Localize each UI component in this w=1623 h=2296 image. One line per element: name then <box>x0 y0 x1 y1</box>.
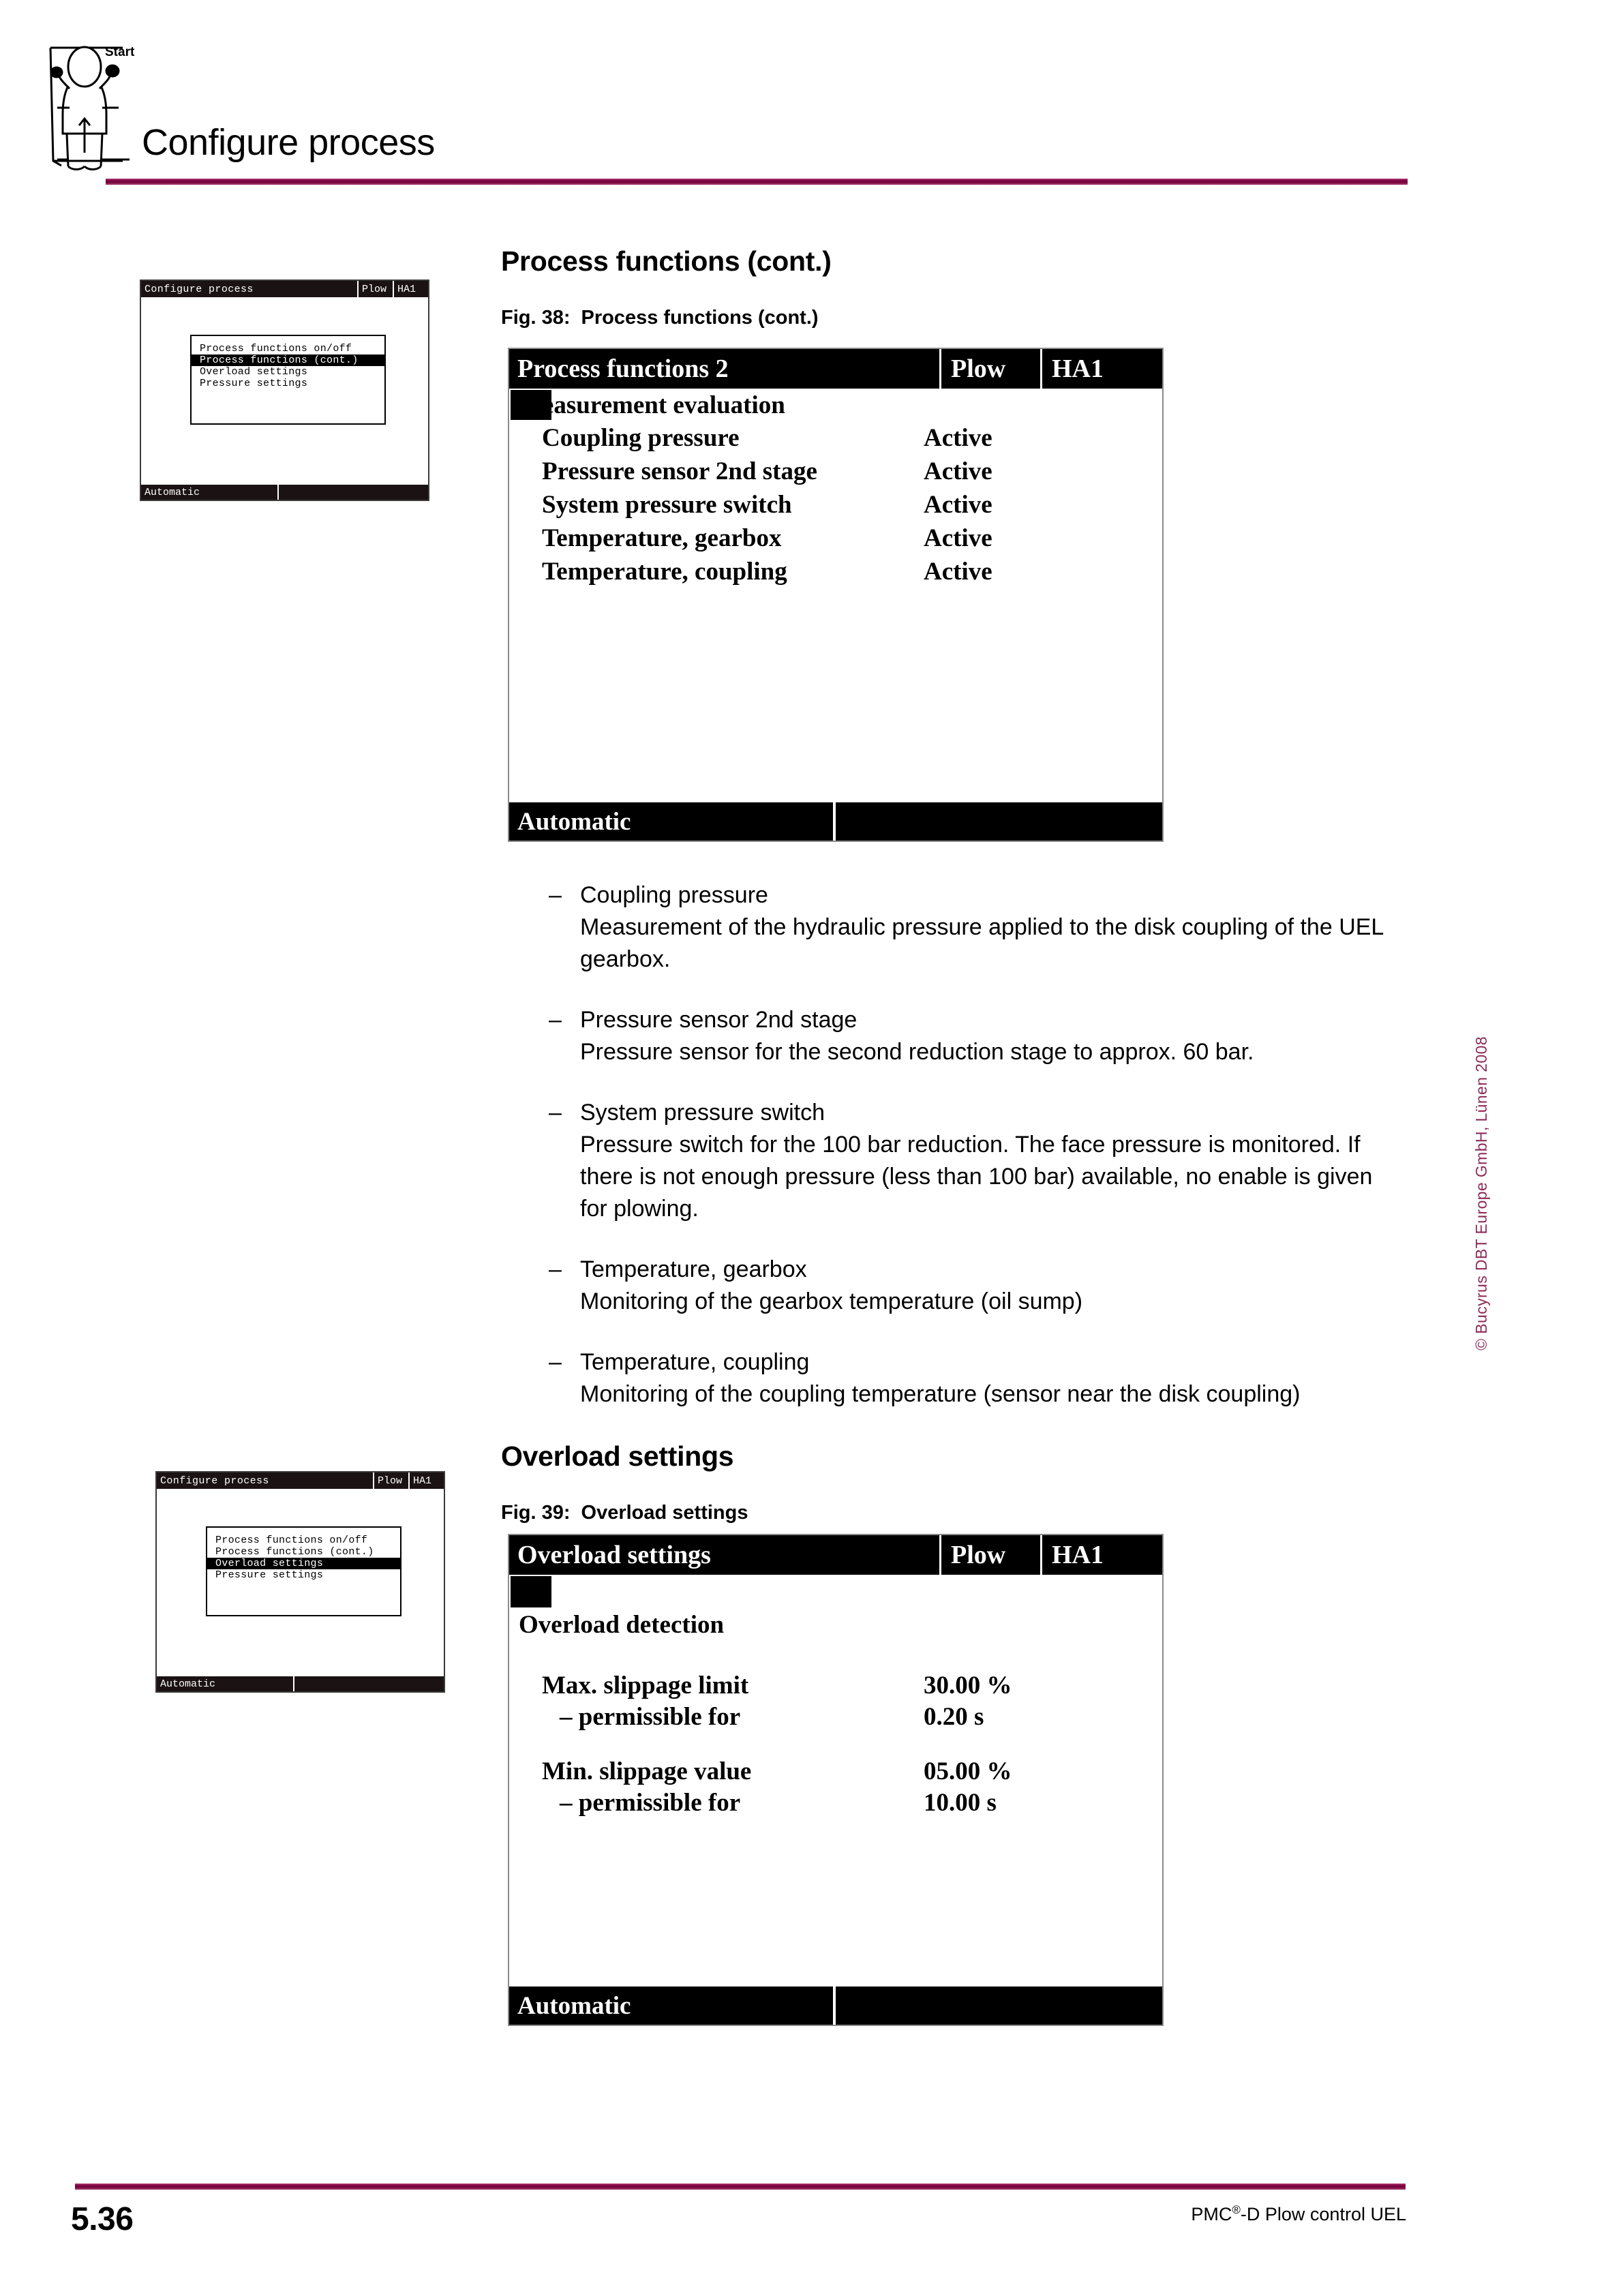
footer-divider-rule <box>75 2184 1406 2190</box>
hmi-row-value-0[interactable]: Active <box>924 424 992 452</box>
hmi-status-mode: Automatic <box>509 802 836 841</box>
thumbnail-screenshot-process-functions <box>140 280 429 501</box>
bullet-term-2: System pressure switch <box>580 1100 825 1126</box>
page-title: Configure process <box>142 122 435 163</box>
hmi-row-value-2-1[interactable]: 0.20 s <box>924 1703 984 1731</box>
footer-doc-suffix: -D Plow control UEL <box>1240 2204 1406 2224</box>
bullet-item-coupling-pressure <box>549 879 1401 976</box>
thumb-status-bar <box>141 485 428 500</box>
hmi-status-bar <box>509 802 1162 841</box>
hmi-group-title-2: Overload detection <box>519 1611 725 1639</box>
thumb-menu-item-2[interactable]: Overload settings <box>200 366 308 378</box>
figure-caption-39 <box>501 1502 748 1524</box>
hmi-row-value-1[interactable]: Active <box>924 457 992 485</box>
thumb-menu-item-0[interactable]: Process functions on/off <box>200 343 352 354</box>
bullet-desc-4: Monitoring of the coupling temperature (sensor near the disk coupling) <box>580 1381 1301 1407</box>
hmi-row-value-2-3[interactable]: 10.00 s <box>924 1789 997 1817</box>
hmi-row-label-4[interactable]: Temperature, coupling <box>542 558 787 586</box>
bullet-item-pressure-sensor-2nd-stage <box>549 1004 1401 1068</box>
hmi-row-label-2-2[interactable]: Min. slippage value <box>542 1757 752 1785</box>
hmi-row-value-3[interactable]: Active <box>924 524 992 552</box>
header-divider-rule <box>106 179 1408 185</box>
footer-doc-prefix: PMC <box>1191 2204 1232 2224</box>
hmi-status-bar-2 <box>509 1987 1162 2025</box>
section-heading-process-functions: Process functions (cont.) <box>501 245 832 277</box>
bullet-item-system-pressure-switch <box>549 1097 1401 1225</box>
bullet-dash-2: – <box>549 1100 562 1126</box>
thumb-menu-item-2-1[interactable]: Process functions (cont.) <box>215 1546 374 1558</box>
bullet-term-4: Temperature, coupling <box>580 1349 810 1375</box>
hmi-panel-mode-2: Plow <box>941 1535 1042 1575</box>
thumb-status-empty <box>279 485 428 500</box>
hmi-panel-body <box>509 389 1162 805</box>
section-heading-overload-settings: Overload settings <box>501 1440 734 1472</box>
bullet-desc-3: Monitoring of the gearbox temperature (oil sump) <box>580 1288 1083 1314</box>
hmi-panel-title: Process functions 2 <box>509 349 941 389</box>
thumb-header <box>141 281 428 297</box>
hmi-panel-mode: Plow <box>941 349 1042 389</box>
footer-document-title <box>1191 2203 1406 2225</box>
operator-at-control-panel-icon <box>42 26 155 172</box>
bullet-desc-1: Pressure sensor for the second reduction stage to approx. 60 bar. <box>580 1039 1254 1065</box>
hmi-panel-process-functions-2[interactable] <box>508 348 1164 842</box>
bullet-item-temperature-coupling <box>549 1346 1401 1410</box>
process-functions-description-list <box>549 879 1401 1439</box>
thumb-menu-list[interactable] <box>190 335 386 425</box>
thumb-header-2 <box>157 1472 444 1489</box>
thumb-title-2: Configure process <box>157 1472 374 1489</box>
thumb-mode: Plow <box>359 281 394 297</box>
hmi-row-label-2-1[interactable]: – permissible for <box>560 1703 741 1731</box>
thumb-menu-item-2-0[interactable]: Process functions on/off <box>215 1535 368 1546</box>
copyright-notice: © Bucyrus DBT Europe GmbH, Lünen 2008 <box>1472 1036 1490 1350</box>
hmi-cursor-block-2 <box>511 1576 551 1607</box>
thumb-menu-item-3[interactable]: Pressure settings <box>200 378 308 389</box>
hmi-row-label-2[interactable]: System pressure switch <box>542 491 792 519</box>
page-number: 5.36 <box>71 2201 134 2237</box>
hmi-row-label-2-0[interactable]: Max. slippage limit <box>542 1672 749 1700</box>
thumb-unit: HA1 <box>397 283 416 295</box>
page-header <box>0 0 1623 198</box>
thumb-unit-2: HA1 <box>413 1475 432 1487</box>
hmi-panel-unit: HA1 <box>1052 354 1104 383</box>
hmi-panel-body-2 <box>509 1575 1162 1989</box>
figure-text-38: Process functions (cont.) <box>581 307 819 329</box>
thumbnail-screenshot-overload-settings <box>155 1471 445 1693</box>
figure-text-39: Overload settings <box>581 1502 748 1524</box>
bullet-term-3: Temperature, gearbox <box>580 1256 807 1282</box>
bullet-item-temperature-gearbox <box>549 1254 1401 1318</box>
figure-label-38: Fig. 38: <box>501 307 571 329</box>
thumb-menu-item-2-2[interactable]: Overload settings <box>207 1558 400 1569</box>
figure-caption-38 <box>501 307 819 329</box>
hmi-row-value-2-2[interactable]: 05.00 % <box>924 1757 1012 1785</box>
bullet-term-0: Coupling pressure <box>580 882 768 908</box>
hmi-row-label-0[interactable]: Coupling pressure <box>542 424 740 452</box>
hmi-row-value-2-0[interactable]: 30.00 % <box>924 1672 1012 1700</box>
hmi-row-value-4[interactable]: Active <box>924 558 992 586</box>
hmi-status-mode-2b: Automatic <box>509 1987 836 2025</box>
thumb-status-empty-2 <box>294 1676 444 1691</box>
hmi-panel-header <box>509 349 1162 389</box>
thumb-status-mode: Automatic <box>141 485 279 500</box>
registered-trademark-icon: ® <box>1232 2203 1241 2216</box>
hmi-row-label-1[interactable]: Pressure sensor 2nd stage <box>542 457 817 485</box>
hmi-row-label-2-3[interactable]: – permissible for <box>560 1789 741 1817</box>
bullet-dash-0: – <box>549 882 562 908</box>
bullet-dash-3: – <box>549 1256 562 1282</box>
hmi-row-label-3[interactable]: Temperature, gearbox <box>542 524 782 552</box>
thumb-menu-item-1[interactable]: Process functions (cont.) <box>192 354 384 366</box>
thumb-status-mode-2: Automatic <box>157 1676 294 1691</box>
hmi-row-value-2[interactable]: Active <box>924 491 992 519</box>
hmi-status-empty <box>836 802 1162 841</box>
thumb-menu-item-2-3[interactable]: Pressure settings <box>215 1569 324 1581</box>
bullet-dash-1: – <box>549 1007 562 1033</box>
bullet-dash-4: – <box>549 1349 562 1375</box>
start-label: Start <box>105 45 135 59</box>
hmi-panel-overload-settings[interactable] <box>508 1534 1164 2026</box>
bullet-term-1: Pressure sensor 2nd stage <box>580 1007 858 1033</box>
thumb-mode-2: Plow <box>374 1472 410 1489</box>
hmi-group-title: Measurement evaluation <box>519 391 785 419</box>
bullet-desc-0: Measurement of the hydraulic pressure applied to the disk coupling of the UEL gearbox. <box>580 914 1384 972</box>
hmi-panel-header-2 <box>509 1535 1162 1575</box>
hmi-status-empty-2b <box>836 1987 1162 2025</box>
thumb-status-bar-2 <box>157 1676 444 1691</box>
hmi-panel-title-2: Overload settings <box>509 1535 941 1575</box>
bullet-desc-2: Pressure switch for the 100 bar reduction. The face pressure is monitored. If there is not enough pressure (less than 100 bar) available, no enable is given for plowing. <box>580 1132 1373 1222</box>
figure-label-39: Fig. 39: <box>501 1502 571 1524</box>
thumb-title: Configure process <box>141 281 359 297</box>
thumb-menu-list-2[interactable] <box>206 1526 401 1616</box>
hmi-panel-unit-2: HA1 <box>1052 1541 1104 1569</box>
